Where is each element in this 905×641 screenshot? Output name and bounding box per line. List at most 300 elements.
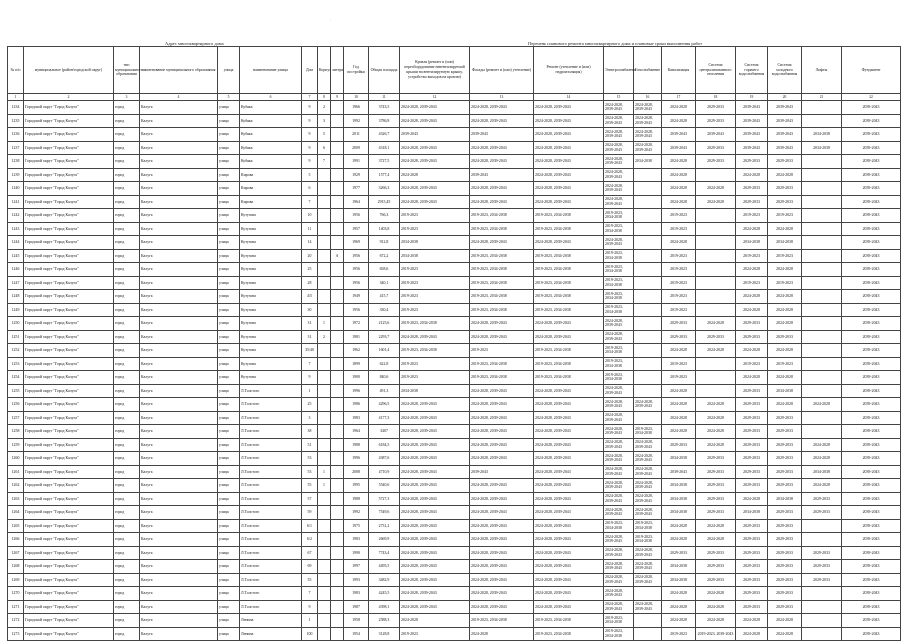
- table-cell: 2024-2028, 2039-2043: [470, 519, 534, 533]
- table-cell: 2029-2033: [662, 546, 696, 560]
- table-cell: 2019-2023, 2034-2038: [534, 614, 604, 628]
- table-cell: [331, 222, 344, 236]
- table-cell: 3128,8: [369, 627, 400, 641]
- table-cell: 2029-2033: [736, 600, 768, 614]
- table-cell: 2039-2043: [842, 600, 901, 614]
- table-cell: [331, 182, 344, 196]
- table-cell: 100: [302, 627, 318, 641]
- table-cell: 2024-2028: [696, 182, 736, 196]
- table-cell: [318, 249, 331, 263]
- table-cell: 1956: [344, 249, 369, 263]
- table-cell: [331, 330, 344, 344]
- table-cell: 9: [302, 128, 318, 142]
- table-cell: 2029-2033: [768, 155, 802, 169]
- table-row: [8, 546, 901, 560]
- table-cell: 2024-2028, 2039-2043: [604, 452, 634, 466]
- table-cell: 2039-2043: [662, 141, 696, 155]
- column-number: 9: [331, 94, 344, 101]
- table-cell: Городской округ "Город Калуга": [24, 479, 114, 493]
- table-cell: 2024-2028: [662, 195, 696, 209]
- table-cell: [318, 492, 331, 506]
- table-cell: [802, 357, 842, 371]
- table-cell: улица: [218, 587, 240, 601]
- table-cell: Калуга: [140, 249, 218, 263]
- column-header: Газоснабжение: [634, 47, 662, 94]
- table-cell: 2019-2023: [400, 263, 470, 277]
- table-cell: Калуга: [140, 506, 218, 520]
- table-cell: [331, 195, 344, 209]
- table-cell: 2029-2033: [768, 587, 802, 601]
- table-row: [8, 128, 901, 142]
- table-cell: улица: [218, 209, 240, 223]
- table-cell: 2039-2043: [842, 398, 901, 412]
- table-cell: 1975: [344, 519, 369, 533]
- table-cell: 3407: [369, 425, 400, 439]
- table-cell: [634, 263, 662, 277]
- table-cell: 2024-2028, 2039-2043: [534, 384, 604, 398]
- table-cell: 5: [302, 168, 318, 182]
- table-cell: [802, 263, 842, 277]
- table-cell: 2024-2028: [736, 371, 768, 385]
- table-cell: 3: [318, 114, 331, 128]
- table-cell: 2: [318, 101, 331, 115]
- column-header: наименование муниципального образования: [140, 47, 218, 94]
- table-cell: Л.Толстого: [240, 587, 302, 601]
- table-cell: улица: [218, 411, 240, 425]
- table-cell: 2039-2043: [736, 101, 768, 115]
- table-cell: 1238: [8, 155, 24, 169]
- table-cell: 1246: [8, 263, 24, 277]
- table-cell: 2009: [344, 141, 369, 155]
- table-cell: 1988: [344, 492, 369, 506]
- table-cell: 2039-2043: [696, 128, 736, 142]
- table-cell: [634, 276, 662, 290]
- table-cell: 2029-2033: [662, 330, 696, 344]
- table-cell: Городской округ "Город Калуга": [24, 546, 114, 560]
- table-cell: 2029-2033: [768, 182, 802, 196]
- table-cell: 2011: [344, 128, 369, 142]
- table-cell: 2024-2028: [736, 168, 768, 182]
- table-cell: 2029-2033: [696, 101, 736, 115]
- table-cell: 2024-2028, 2039-2043: [604, 492, 634, 506]
- table-cell: 2039-2043: [400, 128, 470, 142]
- table-cell: 2039-2043: [842, 249, 901, 263]
- table-cell: 2024-2028, 2039-2043: [400, 182, 470, 196]
- table-row: [8, 398, 901, 412]
- table-cell: Городской округ "Город Калуга": [24, 560, 114, 574]
- column-number: 16: [634, 94, 662, 101]
- table-cell: 2024-2028: [662, 533, 696, 547]
- table-cell: 7: [302, 357, 318, 371]
- table-cell: 2125,6: [369, 317, 400, 331]
- table-cell: 2039-2043: [842, 560, 901, 574]
- table-cell: 1248: [8, 290, 24, 304]
- table-cell: 2024-2028: [736, 303, 768, 317]
- table-cell: 2029-2033: [696, 560, 736, 574]
- column-header: Система холодного водоснабжения: [768, 47, 802, 94]
- table-cell: 2039-2043: [842, 168, 901, 182]
- column-number: 21: [802, 94, 842, 101]
- table-cell: 622,8: [369, 357, 400, 371]
- table-cell: Калуга: [140, 560, 218, 574]
- table-cell: 1253: [8, 357, 24, 371]
- table-row: [8, 519, 901, 533]
- table-cell: Калуга: [140, 587, 218, 601]
- table-cell: 1237: [8, 141, 24, 155]
- table-cell: 1964: [344, 425, 369, 439]
- table-cell: 1260: [8, 452, 24, 466]
- table-cell: 1992: [344, 506, 369, 520]
- table-cell: Калуга: [140, 627, 218, 641]
- table-cell: улица: [218, 398, 240, 412]
- table-cell: 2019-2023, 2034-2038: [400, 344, 470, 358]
- table-cell: [331, 114, 344, 128]
- table-cell: 2731,2: [369, 519, 400, 533]
- table-cell: 2024-2028, 2039-2043: [470, 330, 534, 344]
- table-cell: 2293,7: [369, 330, 400, 344]
- table-cell: [331, 209, 344, 223]
- table-row: [8, 114, 901, 128]
- table-cell: [696, 249, 736, 263]
- table-cell: [696, 384, 736, 398]
- table-cell: 2024-2028, 2039-2043: [634, 560, 662, 574]
- table-cell: 491,3: [369, 384, 400, 398]
- table-cell: 2024-2028, 2039-2043: [534, 600, 604, 614]
- table-cell: улица: [218, 465, 240, 479]
- table-cell: 1267: [8, 546, 24, 560]
- table-cell: Городской округ "Город Калуга": [24, 573, 114, 587]
- table-cell: 2029-2033: [736, 384, 768, 398]
- table-cell: город: [114, 438, 140, 452]
- table-cell: 1268: [8, 560, 24, 574]
- table-cell: город: [114, 357, 140, 371]
- table-cell: Кутузова: [240, 290, 302, 304]
- table-cell: [802, 101, 842, 115]
- table-cell: 1958: [344, 614, 369, 628]
- table-cell: 2024-2028, 2039-2043: [534, 479, 604, 493]
- table-cell: 2024-2028, 2039-2043: [634, 438, 662, 452]
- table-cell: 2029-2033: [696, 492, 736, 506]
- table-cell: Калуга: [140, 330, 218, 344]
- table-cell: 2019-2023: [768, 276, 802, 290]
- table-cell: [318, 384, 331, 398]
- table-cell: улица: [218, 452, 240, 466]
- table-cell: город: [114, 519, 140, 533]
- table-cell: улица: [218, 168, 240, 182]
- column-header: улица: [218, 47, 240, 94]
- table-cell: Калуга: [140, 573, 218, 587]
- table-cell: Л.Толстого: [240, 479, 302, 493]
- table-cell: 1252: [8, 344, 24, 358]
- table-cell: 2019-2023: [662, 357, 696, 371]
- table-cell: 1996: [344, 384, 369, 398]
- column-number: 4: [140, 94, 218, 101]
- table-cell: [634, 411, 662, 425]
- table-cell: Калуга: [140, 276, 218, 290]
- table-cell: 2034-2038: [662, 560, 696, 574]
- table-cell: 2029-2033: [736, 411, 768, 425]
- table-cell: город: [114, 546, 140, 560]
- table-cell: [318, 560, 331, 574]
- table-cell: 2019-2023, 2034-2038: [604, 614, 634, 628]
- table-cell: [331, 236, 344, 250]
- table-cell: [331, 438, 344, 452]
- table-cell: 2024-2028: [768, 168, 802, 182]
- table-cell: 2024-2028, 2039-2043: [604, 155, 634, 169]
- table-cell: 1259: [8, 438, 24, 452]
- table-row: [8, 357, 901, 371]
- table-cell: Городской округ "Город Калуга": [24, 317, 114, 331]
- table-cell: улица: [218, 344, 240, 358]
- table-cell: [696, 371, 736, 385]
- table-cell: 2029-2033: [802, 546, 842, 560]
- table-cell: [318, 600, 331, 614]
- table-cell: 2019-2023: [470, 344, 534, 358]
- table-cell: 1986: [344, 398, 369, 412]
- table-cell: 2008: [344, 465, 369, 479]
- table-cell: [318, 344, 331, 358]
- table-cell: улица: [218, 371, 240, 385]
- table-cell: [634, 614, 662, 628]
- table-cell: 2019-2023, 2034-2038: [400, 317, 470, 331]
- table-cell: 4245,5: [369, 587, 400, 601]
- table-cell: 2019-2023, 2034-2038: [604, 249, 634, 263]
- table-cell: 55: [302, 479, 318, 493]
- table-cell: [802, 371, 842, 385]
- table-cell: 2024-2028: [662, 101, 696, 115]
- table-cell: 2029-2033: [736, 560, 768, 574]
- table-cell: 2034-2038: [736, 236, 768, 250]
- table-cell: 2029-2033: [736, 398, 768, 412]
- table-cell: 2019-2023, 2034-2038: [534, 209, 604, 223]
- table-cell: Л.Толстого: [240, 465, 302, 479]
- table-cell: 2029-2033: [736, 546, 768, 560]
- table-cell: Калуга: [140, 263, 218, 277]
- table-cell: 2019-2023, 2034-2038: [470, 263, 534, 277]
- table-cell: 2024-2028, 2039-2043: [604, 182, 634, 196]
- table-cell: 2024-2028: [768, 222, 802, 236]
- table-cell: [318, 357, 331, 371]
- table-cell: 2019-2023: [400, 303, 470, 317]
- table-cell: [634, 222, 662, 236]
- table-cell: Калуга: [140, 209, 218, 223]
- table-cell: 2029-2033: [802, 506, 842, 520]
- table-cell: 2039-2043: [842, 330, 901, 344]
- table-cell: 2034-2038: [802, 141, 842, 155]
- table-cell: [634, 290, 662, 304]
- table-cell: 1995: [344, 479, 369, 493]
- table-cell: 5: [318, 128, 331, 142]
- column-number: 10: [344, 94, 369, 101]
- table-cell: [331, 465, 344, 479]
- table-cell: [318, 533, 331, 547]
- table-cell: [331, 276, 344, 290]
- table-cell: улица: [218, 290, 240, 304]
- column-number: 14: [534, 94, 604, 101]
- table-cell: город: [114, 533, 140, 547]
- table-cell: 2019-2023, 2034-2038: [534, 627, 604, 641]
- table-cell: [331, 303, 344, 317]
- table-cell: 2024-2028, 2039-2043: [400, 506, 470, 520]
- table-cell: 2019-2023, 2034-2038: [534, 290, 604, 304]
- table-cell: улица: [218, 101, 240, 115]
- table-cell: 2024-2028, 2039-2043: [534, 128, 604, 142]
- table-cell: 2019-2023: [662, 209, 696, 223]
- column-header: Система горячего водоснабжения: [736, 47, 768, 94]
- table-row: [8, 384, 901, 398]
- table-cell: 2024-2028: [736, 492, 768, 506]
- table-cell: 2019-2023: [662, 222, 696, 236]
- table-cell: 2024-2028, 2039-2043: [400, 330, 470, 344]
- table-cell: [318, 303, 331, 317]
- table-cell: Городской округ "Город Калуга": [24, 114, 114, 128]
- table-cell: Калуга: [140, 479, 218, 493]
- table-cell: 2024-2028, 2039-2043: [604, 236, 634, 250]
- table-cell: Городской округ "Город Калуга": [24, 155, 114, 169]
- table-cell: 1234: [8, 101, 24, 115]
- table-cell: [802, 587, 842, 601]
- table-cell: [331, 168, 344, 182]
- table-cell: 2024-2028, 2039-2043: [400, 519, 470, 533]
- table-cell: 2039-2043: [662, 465, 696, 479]
- table-cell: [331, 492, 344, 506]
- table-cell: [634, 249, 662, 263]
- table-cell: Городской округ "Город Калуга": [24, 344, 114, 358]
- table-cell: 2: [318, 330, 331, 344]
- table-cell: 1256: [8, 398, 24, 412]
- table-cell: 4/5: [302, 290, 318, 304]
- table-cell: 2024-2028, 2039-2043: [634, 114, 662, 128]
- table-cell: 4177,3: [369, 411, 400, 425]
- table-cell: 2019-2023: [400, 276, 470, 290]
- table-cell: [634, 371, 662, 385]
- table-cell: 2039-2043: [768, 101, 802, 115]
- table-cell: 2039-2043: [842, 492, 901, 506]
- table-cell: [331, 533, 344, 547]
- table-cell: 2024-2028, 2039-2043: [534, 546, 604, 560]
- table-cell: Кутузова: [240, 249, 302, 263]
- table-cell: [331, 627, 344, 641]
- column-header: Ремонт (утепление и (или) гидроизоляция): [534, 47, 604, 94]
- table-cell: [331, 614, 344, 628]
- table-cell: Калуга: [140, 168, 218, 182]
- table-cell: [331, 155, 344, 169]
- table-cell: 2024-2028, 2039-2043: [534, 465, 604, 479]
- table-cell: 2019-2023: [662, 276, 696, 290]
- table-cell: 2029-2033: [696, 506, 736, 520]
- table-cell: [331, 384, 344, 398]
- table-cell: [318, 614, 331, 628]
- table-cell: 2024-2028, 2039-2043: [470, 506, 534, 520]
- table-row: [8, 101, 901, 115]
- table-cell: 2024-2028, 2039-2043: [634, 573, 662, 587]
- table-cell: 2019-2023, 2034-2038: [470, 222, 534, 236]
- column-header: № п/п: [8, 47, 24, 94]
- table-cell: 2019-2023, 2034-2038: [534, 371, 604, 385]
- table-cell: 1245: [8, 249, 24, 263]
- table-cell: 25: [302, 398, 318, 412]
- table-cell: 2019-2023, 2034-2038: [534, 222, 604, 236]
- table-cell: Калуга: [140, 546, 218, 560]
- table-cell: [331, 263, 344, 277]
- table-cell: 1261: [8, 465, 24, 479]
- table-cell: 1981: [344, 330, 369, 344]
- table-row: [8, 411, 901, 425]
- table-cell: 2034-2038: [662, 506, 696, 520]
- table-cell: 2024-2028, 2039-2043: [634, 546, 662, 560]
- table-cell: [331, 141, 344, 155]
- table-cell: город: [114, 560, 140, 574]
- table-cell: улица: [218, 506, 240, 520]
- table-cell: 2024-2028, 2039-2043: [400, 479, 470, 493]
- table-cell: [802, 182, 842, 196]
- table-cell: город: [114, 398, 140, 412]
- table-cell: город: [114, 249, 140, 263]
- column-number: 3: [114, 94, 140, 101]
- table-cell: улица: [218, 546, 240, 560]
- table-cell: 2024-2028: [768, 303, 802, 317]
- table-cell: 1254: [8, 371, 24, 385]
- table-cell: [802, 303, 842, 317]
- table-cell: 2024-2028, 2039-2043: [534, 114, 604, 128]
- table-cell: 2019-2023: [400, 222, 470, 236]
- table-cell: Городской округ "Город Калуга": [24, 506, 114, 520]
- column-number: 15: [604, 94, 634, 101]
- table-cell: Городской округ "Город Калуга": [24, 330, 114, 344]
- table-cell: город: [114, 465, 140, 479]
- table-cell: 2024-2028: [736, 263, 768, 277]
- table-cell: [634, 344, 662, 358]
- table-cell: 2034-2038: [768, 384, 802, 398]
- table-cell: 2024-2028: [696, 600, 736, 614]
- table-cell: 1273: [8, 627, 24, 641]
- table-cell: 2039-2043: [842, 452, 901, 466]
- table-cell: Калуга: [140, 492, 218, 506]
- table-row: [8, 425, 901, 439]
- table-cell: 3786,8: [369, 114, 400, 128]
- table-cell: 2024-2028: [662, 519, 696, 533]
- table-cell: [802, 114, 842, 128]
- table-cell: [802, 627, 842, 641]
- table-cell: 2039-2043: [842, 546, 901, 560]
- table-cell: 1271: [8, 600, 24, 614]
- table-cell: 2019-2023, 2034-2038: [604, 209, 634, 223]
- column-header: Кровля (ремонт и (или) переоборудование невентилируемой крыши на вентилируемую крышу, устройство выходов на кровлю): [400, 47, 470, 94]
- table-cell: 1977: [344, 182, 369, 196]
- table-cell: 1929: [344, 168, 369, 182]
- table-cell: 2029-2033: [768, 519, 802, 533]
- table-cell: Калуга: [140, 465, 218, 479]
- table-cell: 5540,6: [369, 479, 400, 493]
- table-cell: Городской округ "Город Калуга": [24, 236, 114, 250]
- table-cell: Городской округ "Город Калуга": [24, 411, 114, 425]
- table-cell: 2034-2038: [400, 249, 470, 263]
- table-cell: [318, 546, 331, 560]
- table-cell: город: [114, 114, 140, 128]
- table-row: [8, 263, 901, 277]
- table-cell: 1239: [8, 168, 24, 182]
- table-cell: Кубяка: [240, 128, 302, 142]
- table-cell: 2024-2028: [662, 155, 696, 169]
- table-cell: 1983: [344, 411, 369, 425]
- table-cell: 2024-2028: [802, 398, 842, 412]
- table-cell: 2019-2023, 2034-2038: [604, 263, 634, 277]
- table-cell: 1993: [344, 573, 369, 587]
- table-cell: 1269: [8, 573, 24, 587]
- table-cell: 7: [302, 587, 318, 601]
- table-cell: 1: [302, 614, 318, 628]
- table-cell: 4495,5: [369, 560, 400, 574]
